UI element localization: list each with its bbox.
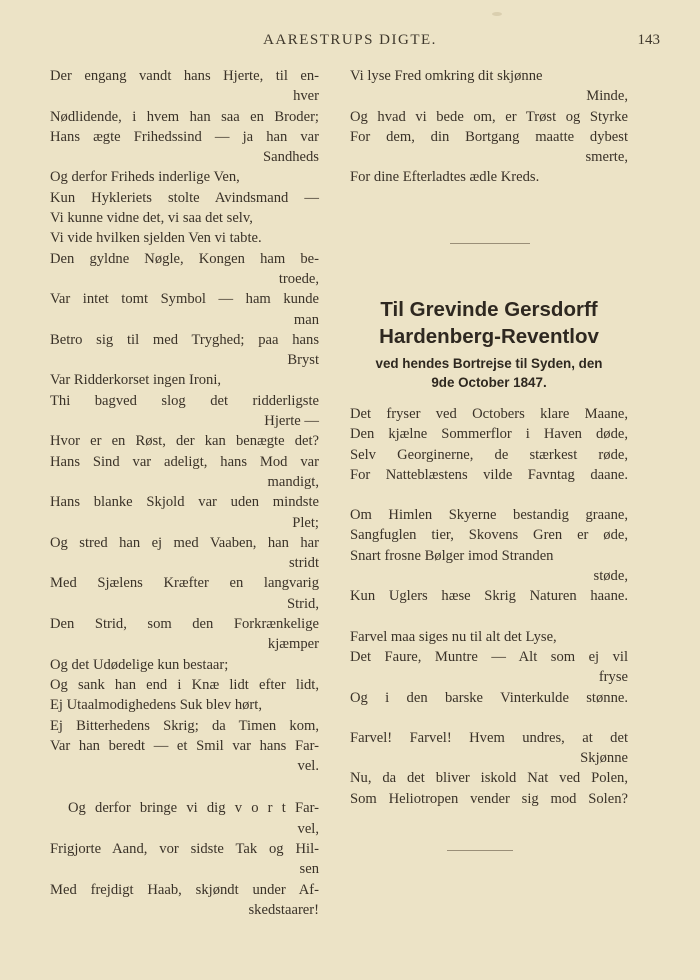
verse-line: Og sank han end i Knæ lidt efter lidt, (50, 676, 319, 693)
verse-line: Snart frosne Bølger imod Stranden (350, 547, 554, 564)
verse-line: Var Ridderkorset ingen Ironi, (50, 372, 222, 389)
page-header (0, 32, 700, 52)
right-column-top (350, 66, 628, 188)
verse-line: Vi vide hvilken sjelden Ven vi tabte. (50, 230, 262, 247)
verse-line: Vi kunne vidne det, vi saa det selv, (50, 210, 253, 227)
poem-heading (350, 296, 628, 392)
poem-title: Til Grevinde Gersdorff (380, 298, 598, 321)
poem-stanza (350, 627, 628, 708)
running-title: AARESTRUPS DIGTE. (263, 32, 437, 48)
poem-stanza (50, 798, 319, 920)
verse-line: Der engang vandt hans Hjerte, til en- (50, 68, 319, 84)
verse-line: For dem, din Bortgang maatte dybest (350, 128, 628, 145)
verse-line: Farvel maa siges nu til alt det Lyse, (350, 628, 557, 645)
verse-line: stridt (289, 555, 319, 572)
verse-line: hver (293, 88, 319, 105)
verse-line: Den kjælne Sommerflor i Haven døde, (350, 426, 628, 443)
verse-line: Betro sig til med Tryghed; paa hans (50, 331, 319, 348)
verse-line: Hans blanke Skjold var uden mindste (50, 494, 319, 511)
verse-line: Selv Georginerne, de stærkest røde, (350, 446, 628, 463)
verse-line: Vi lyse Fred omkring dit skjønne (350, 68, 543, 84)
verse-line: Nu, da det bliver iskold Nat ved Polen, (350, 770, 628, 787)
verse-line: Frigjorte Aand, vor sidste Tak og Hil- (50, 840, 319, 857)
verse-line: Minde, (586, 88, 628, 105)
verse-line: Det fryser ved Octobers klare Maane, (350, 406, 628, 422)
verse-line: Sandheds (263, 149, 319, 166)
verse-line: Og stred han ej med Vaaben, han har (50, 534, 319, 551)
verse-line: Det Faure, Muntre — Alt som ej vil (350, 648, 628, 665)
poem-stanza (350, 505, 628, 606)
verse-line: Hans ægte Frihedssind — ja han var (50, 128, 319, 145)
verse-line: Var intet tomt Symbol — ham kunde (50, 291, 319, 308)
verse-line: Den Strid, som den Forkrænkelige (50, 616, 319, 633)
verse-line: Om Himlen Skyerne bestandig graane, (350, 507, 628, 524)
verse-line: Og derfor bringe vi dig v o r t Far- (68, 800, 319, 817)
verse-line: Og i den barske Vinterkulde stønne. (350, 689, 628, 706)
poem-stanza (350, 66, 628, 188)
verse-line: Nødlidende, i hvem han saa en Broder; (50, 108, 319, 125)
right-column-poem (350, 404, 628, 809)
verse-line: Hans Sind var adeligt, hans Mod var (50, 453, 319, 470)
verse-line: Kun Uglers hæse Skrig Naturen haane. (350, 588, 628, 605)
poem-subtitle: ved hendes Bortrejse til Syden, den (375, 356, 603, 371)
verse-line: Med Sjælens Kræfter en langvarig (50, 575, 319, 592)
verse-line: Som Heliotropen vender sig mod Solen? (350, 790, 628, 807)
poem-title: Hardenberg-Reventlov (379, 325, 599, 348)
poem-body (350, 404, 628, 809)
verse-line: For Natteblæstens vilde Favntag daane. (350, 466, 628, 483)
page-number: 143 (637, 32, 660, 48)
verse-line: fryse (598, 669, 628, 686)
verse-line: støde, (593, 568, 628, 585)
verse-line: Hjerte — (264, 413, 319, 430)
verse-line: kjæmper (267, 636, 319, 653)
verse-line: Ej Bitterhedens Skrig; da Timen kom, (50, 717, 319, 734)
verse-line: troede, (278, 270, 319, 287)
paper-smudge (492, 12, 502, 16)
verse-line: Thi bagved slog det ridderligste (50, 392, 319, 409)
verse-line: mandigt, (267, 473, 319, 490)
verse-line: vel. (297, 758, 319, 775)
poem-stanza (50, 66, 319, 776)
section-divider (450, 243, 530, 244)
verse-line: Bryst (287, 352, 319, 369)
verse-line: Plet; (292, 514, 319, 531)
verse-line: Den gyldne Nøgle, Kongen ham be- (50, 250, 319, 267)
poem-stanza (350, 404, 628, 485)
verse-line: smerte, (585, 149, 628, 166)
verse-line: Skjønne (580, 750, 628, 767)
verse-line: Sangfuglen tier, Skovens Gren er øde, (350, 527, 628, 544)
poem-stanza (350, 728, 628, 809)
verse-line: Og hvad vi bede om, er Trøst og Styrke (350, 108, 628, 125)
verse-line: vel, (297, 820, 319, 837)
end-divider (447, 850, 513, 851)
verse-line: man (293, 311, 319, 328)
left-column (50, 66, 319, 920)
verse-line: Kun Hykleriets stolte Avindsmand — (50, 189, 319, 206)
verse-line: skedstaarer! (248, 901, 319, 918)
verse-line: Strid, (286, 595, 319, 612)
verse-line: sen (299, 861, 319, 878)
verse-line: Var han beredt — et Smil var hans Far- (50, 737, 319, 754)
verse-line: Ej Utaalmodighedens Suk blev hørt, (50, 697, 262, 714)
verse-line: For dine Efterladtes ædle Kreds. (350, 169, 540, 186)
verse-line: Og derfor Friheds inderlige Ven, (50, 169, 240, 186)
verse-line: Med frejdigt Haab, skjøndt under Af- (50, 881, 319, 898)
verse-line: Og det Udødelige kun bestaar; (50, 656, 229, 673)
verse-line: Hvor er en Røst, der kan benægte det? (50, 433, 319, 450)
verse-line: Farvel! Farvel! Hvem undres, at det (350, 729, 628, 746)
poem-subtitle: 9de October 1847. (431, 375, 547, 390)
